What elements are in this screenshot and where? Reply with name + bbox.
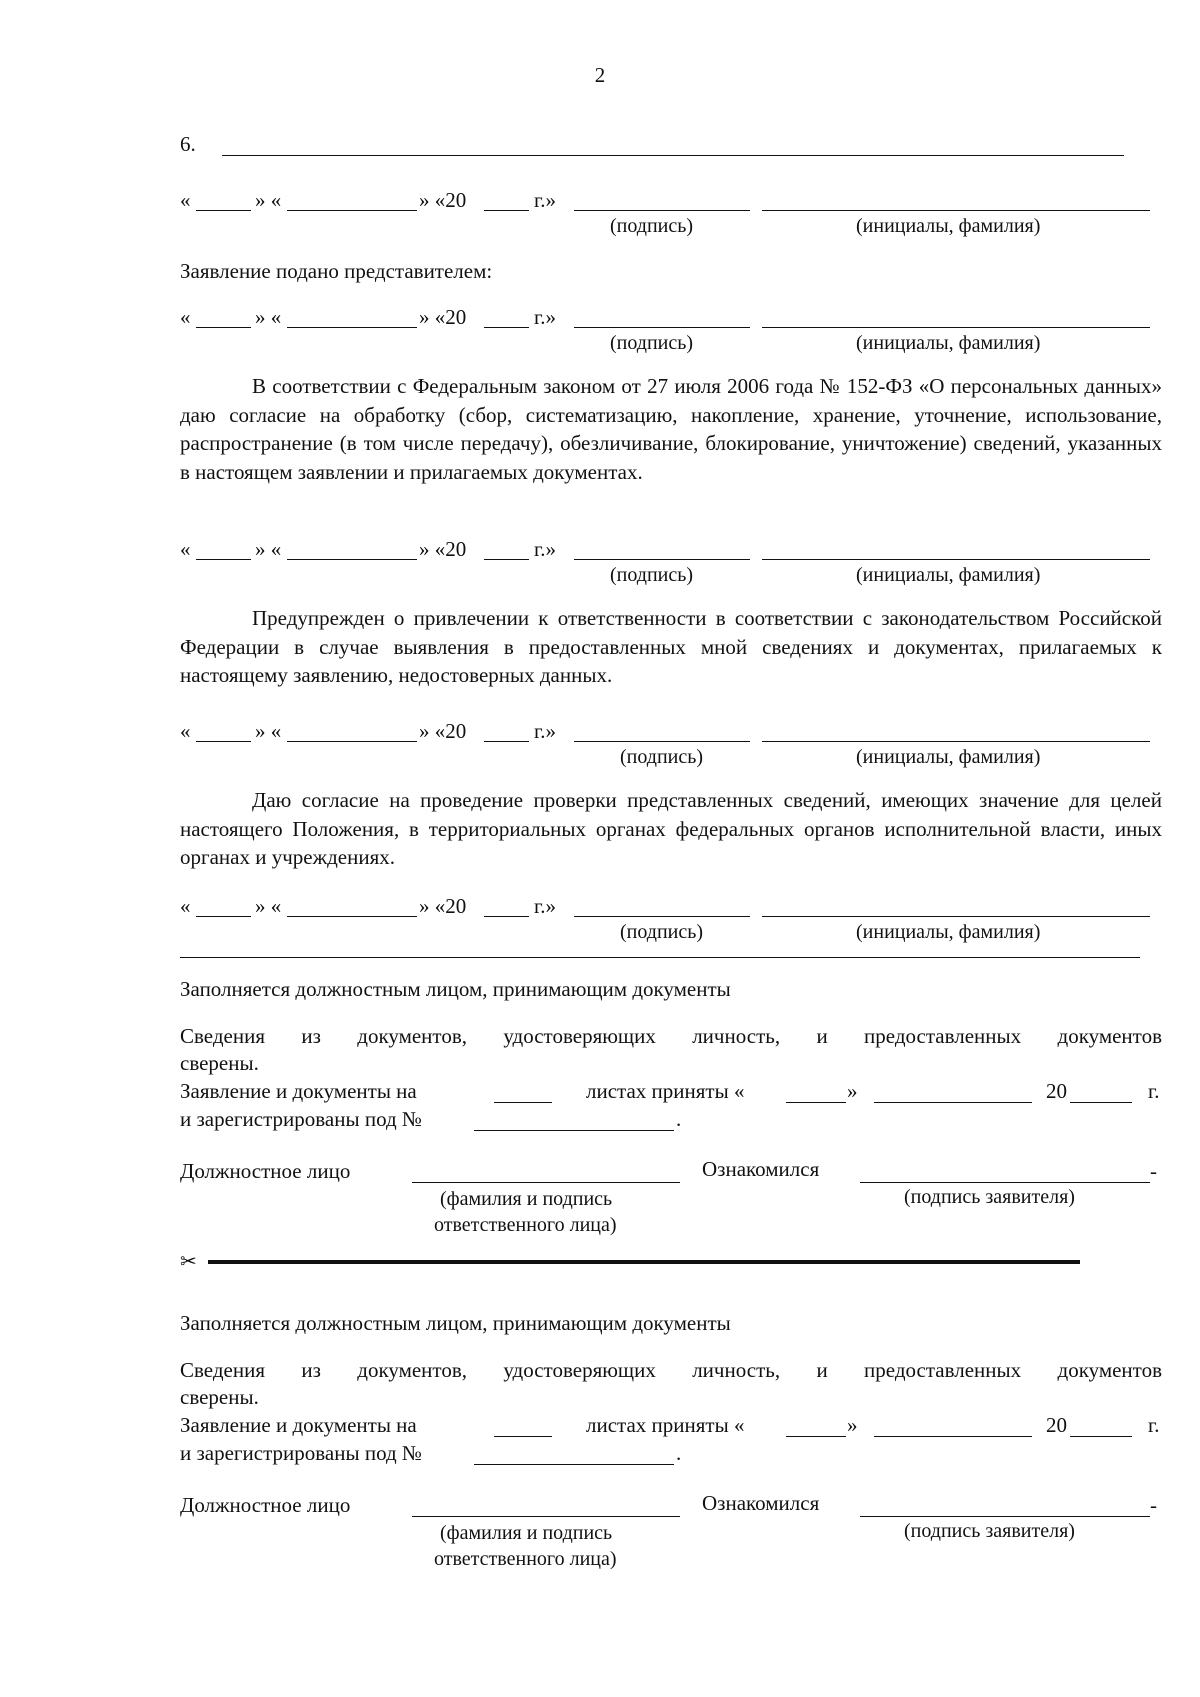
date-quote-mid: » « (255, 719, 282, 743)
year-field[interactable] (484, 559, 529, 560)
year-field[interactable] (484, 210, 529, 211)
verified-line-1: Сведения из документов, удостоверяющих личность, и предоставленных документов (180, 1358, 1162, 1382)
date-quote-open: « (180, 894, 191, 918)
initials-field[interactable] (762, 559, 1150, 560)
date-year-prefix: » «20 (419, 188, 467, 212)
official-section-heading: Заполняется должностным лицом, принимающим документы (180, 1311, 731, 1335)
signature-caption: (подпись) (620, 746, 704, 768)
initials-caption: (инициалы, фамилия) (856, 332, 1041, 354)
day-field[interactable] (196, 327, 251, 328)
registered-period: . (676, 1107, 682, 1131)
date-quote-open: « (180, 537, 191, 561)
date-quote-open: « (180, 188, 191, 212)
scissors-icon: ✂ (180, 1251, 197, 1273)
cut-line (208, 1260, 1080, 1264)
accept-year-field[interactable] (1070, 1436, 1132, 1437)
signature-field[interactable] (574, 916, 750, 917)
year-suffix: г. (1148, 1079, 1160, 1103)
accepted-quote-close: » (847, 1079, 858, 1103)
initials-field[interactable] (762, 210, 1150, 211)
sheet-count-field[interactable] (494, 1102, 552, 1103)
applicant-dash: - (1150, 1493, 1157, 1517)
accepted-prefix: Заявление и документы на (180, 1413, 417, 1437)
acquainted-label: Ознакомился (702, 1491, 820, 1515)
initials-field[interactable] (762, 916, 1150, 917)
item-6-label: 6. (180, 132, 196, 156)
registered-period: . (676, 1441, 682, 1465)
date-year-suffix: г.» (534, 537, 556, 561)
signature-caption: (подпись) (610, 564, 694, 586)
date-quote-open: « (180, 305, 191, 329)
accepted-quote-close: » (847, 1413, 858, 1437)
month-field[interactable] (287, 741, 417, 742)
date-year-suffix: г.» (534, 305, 556, 329)
signature-field[interactable] (574, 559, 750, 560)
accept-year-field[interactable] (1070, 1102, 1132, 1103)
accept-month-field[interactable] (874, 1102, 1032, 1103)
accept-day-field[interactable] (786, 1102, 846, 1103)
section-divider (180, 957, 1140, 958)
year-prefix: 20 (1046, 1413, 1067, 1437)
representative-label: Заявление подано представителем: (180, 259, 493, 283)
applicant-caption: (подпись заявителя) (904, 1186, 1075, 1208)
signature-field[interactable] (574, 210, 750, 211)
official-caption-line-2: ответственного лица) (434, 1214, 617, 1236)
official-caption-line-1: (фамилия и подпись (440, 1522, 613, 1544)
signature-caption: (подпись) (620, 921, 704, 943)
date-quote-mid: » « (255, 537, 282, 561)
date-year-suffix: г.» (534, 188, 556, 212)
year-field[interactable] (484, 741, 529, 742)
liability-warning-paragraph: Предупрежден о привлечении к ответственности в соответствии с законодательством Российской Федерации в случае выявления в предоставленных мной сведениях и документах, прилагаемых к настоящему заявлению, недостоверных данных. (180, 606, 1162, 687)
official-signature-field[interactable] (412, 1516, 680, 1517)
date-year-prefix: » «20 (419, 537, 467, 561)
date-quote-mid: » « (255, 305, 282, 329)
initials-caption: (инициалы, фамилия) (856, 921, 1041, 943)
registered-label: и зарегистрированы под № (180, 1441, 422, 1465)
day-field[interactable] (196, 559, 251, 560)
registration-number-field[interactable] (474, 1464, 674, 1465)
day-field[interactable] (196, 210, 251, 211)
applicant-signature-field[interactable] (860, 1182, 1150, 1183)
accepted-mid: листах приняты « (586, 1413, 745, 1437)
verified-line-1: Сведения из документов, удостоверяющих личность, и предоставленных документов (180, 1024, 1162, 1048)
date-quote-mid: » « (255, 188, 282, 212)
date-quote-mid: » « (255, 894, 282, 918)
accepted-prefix: Заявление и документы на (180, 1079, 417, 1103)
consent-personal-data-paragraph: В соответствии с Федеральным законом от 27 июля 2006 года № 152-ФЗ «О персональных данных» даю согласие на обработку (сбор, систематизацию, накопление, хранение, уточнение, использование, распространение (в том числе передачу), обезличивание, блокирование, уничтожение) сведений, указанных в настоящем заявлении и прилагаемых документах. (180, 374, 1162, 484)
accepted-mid: листах приняты « (586, 1079, 745, 1103)
accept-month-field[interactable] (874, 1436, 1032, 1437)
year-field[interactable] (484, 327, 529, 328)
month-field[interactable] (287, 916, 417, 917)
date-year-prefix: » «20 (419, 719, 467, 743)
month-field[interactable] (287, 210, 417, 211)
year-prefix: 20 (1046, 1079, 1067, 1103)
official-caption-line-2: ответственного лица) (434, 1548, 617, 1570)
signature-field[interactable] (574, 741, 750, 742)
registration-number-field[interactable] (474, 1130, 674, 1131)
signature-caption: (подпись) (610, 215, 694, 237)
initials-caption: (инициалы, фамилия) (856, 215, 1041, 237)
official-label: Должностное лицо (180, 1493, 351, 1517)
date-year-prefix: » «20 (419, 894, 467, 918)
month-field[interactable] (287, 559, 417, 560)
applicant-caption: (подпись заявителя) (904, 1520, 1075, 1542)
initials-caption: (инициалы, фамилия) (856, 746, 1041, 768)
applicant-dash: - (1150, 1159, 1157, 1183)
date-year-prefix: » «20 (419, 305, 467, 329)
initials-field[interactable] (762, 327, 1150, 328)
applicant-signature-field[interactable] (860, 1516, 1150, 1517)
sheet-count-field[interactable] (494, 1436, 552, 1437)
signature-caption: (подпись) (610, 332, 694, 354)
official-caption-line-1: (фамилия и подпись (440, 1188, 613, 1210)
signature-field[interactable] (574, 327, 750, 328)
date-year-suffix: г.» (534, 719, 556, 743)
day-field[interactable] (196, 916, 251, 917)
official-section-heading: Заполняется должностным лицом, принимающим документы (180, 977, 731, 1001)
verified-line-2: сверены. (180, 1385, 259, 1409)
year-suffix: г. (1148, 1413, 1160, 1437)
accept-day-field[interactable] (786, 1436, 846, 1437)
page-number: 2 (594, 63, 606, 87)
month-field[interactable] (287, 327, 417, 328)
official-label: Должностное лицо (180, 1159, 351, 1183)
date-quote-open: « (180, 719, 191, 743)
initials-field[interactable] (762, 741, 1150, 742)
official-signature-field[interactable] (412, 1182, 680, 1183)
initials-caption: (инициалы, фамилия) (856, 564, 1041, 586)
verified-line-2: сверены. (180, 1051, 259, 1075)
item-6-field[interactable] (222, 155, 1124, 156)
day-field[interactable] (196, 741, 251, 742)
registered-label: и зарегистрированы под № (180, 1107, 422, 1131)
acquainted-label: Ознакомился (702, 1157, 820, 1181)
year-field[interactable] (484, 916, 529, 917)
consent-verification-paragraph: Даю согласие на проведение проверки представленных сведений, имеющих значение для целей настоящего Положения, в территориальных органах федеральных органов исполнительной власти, иных органах и учреждениях. (180, 788, 1162, 869)
date-year-suffix: г.» (534, 894, 556, 918)
